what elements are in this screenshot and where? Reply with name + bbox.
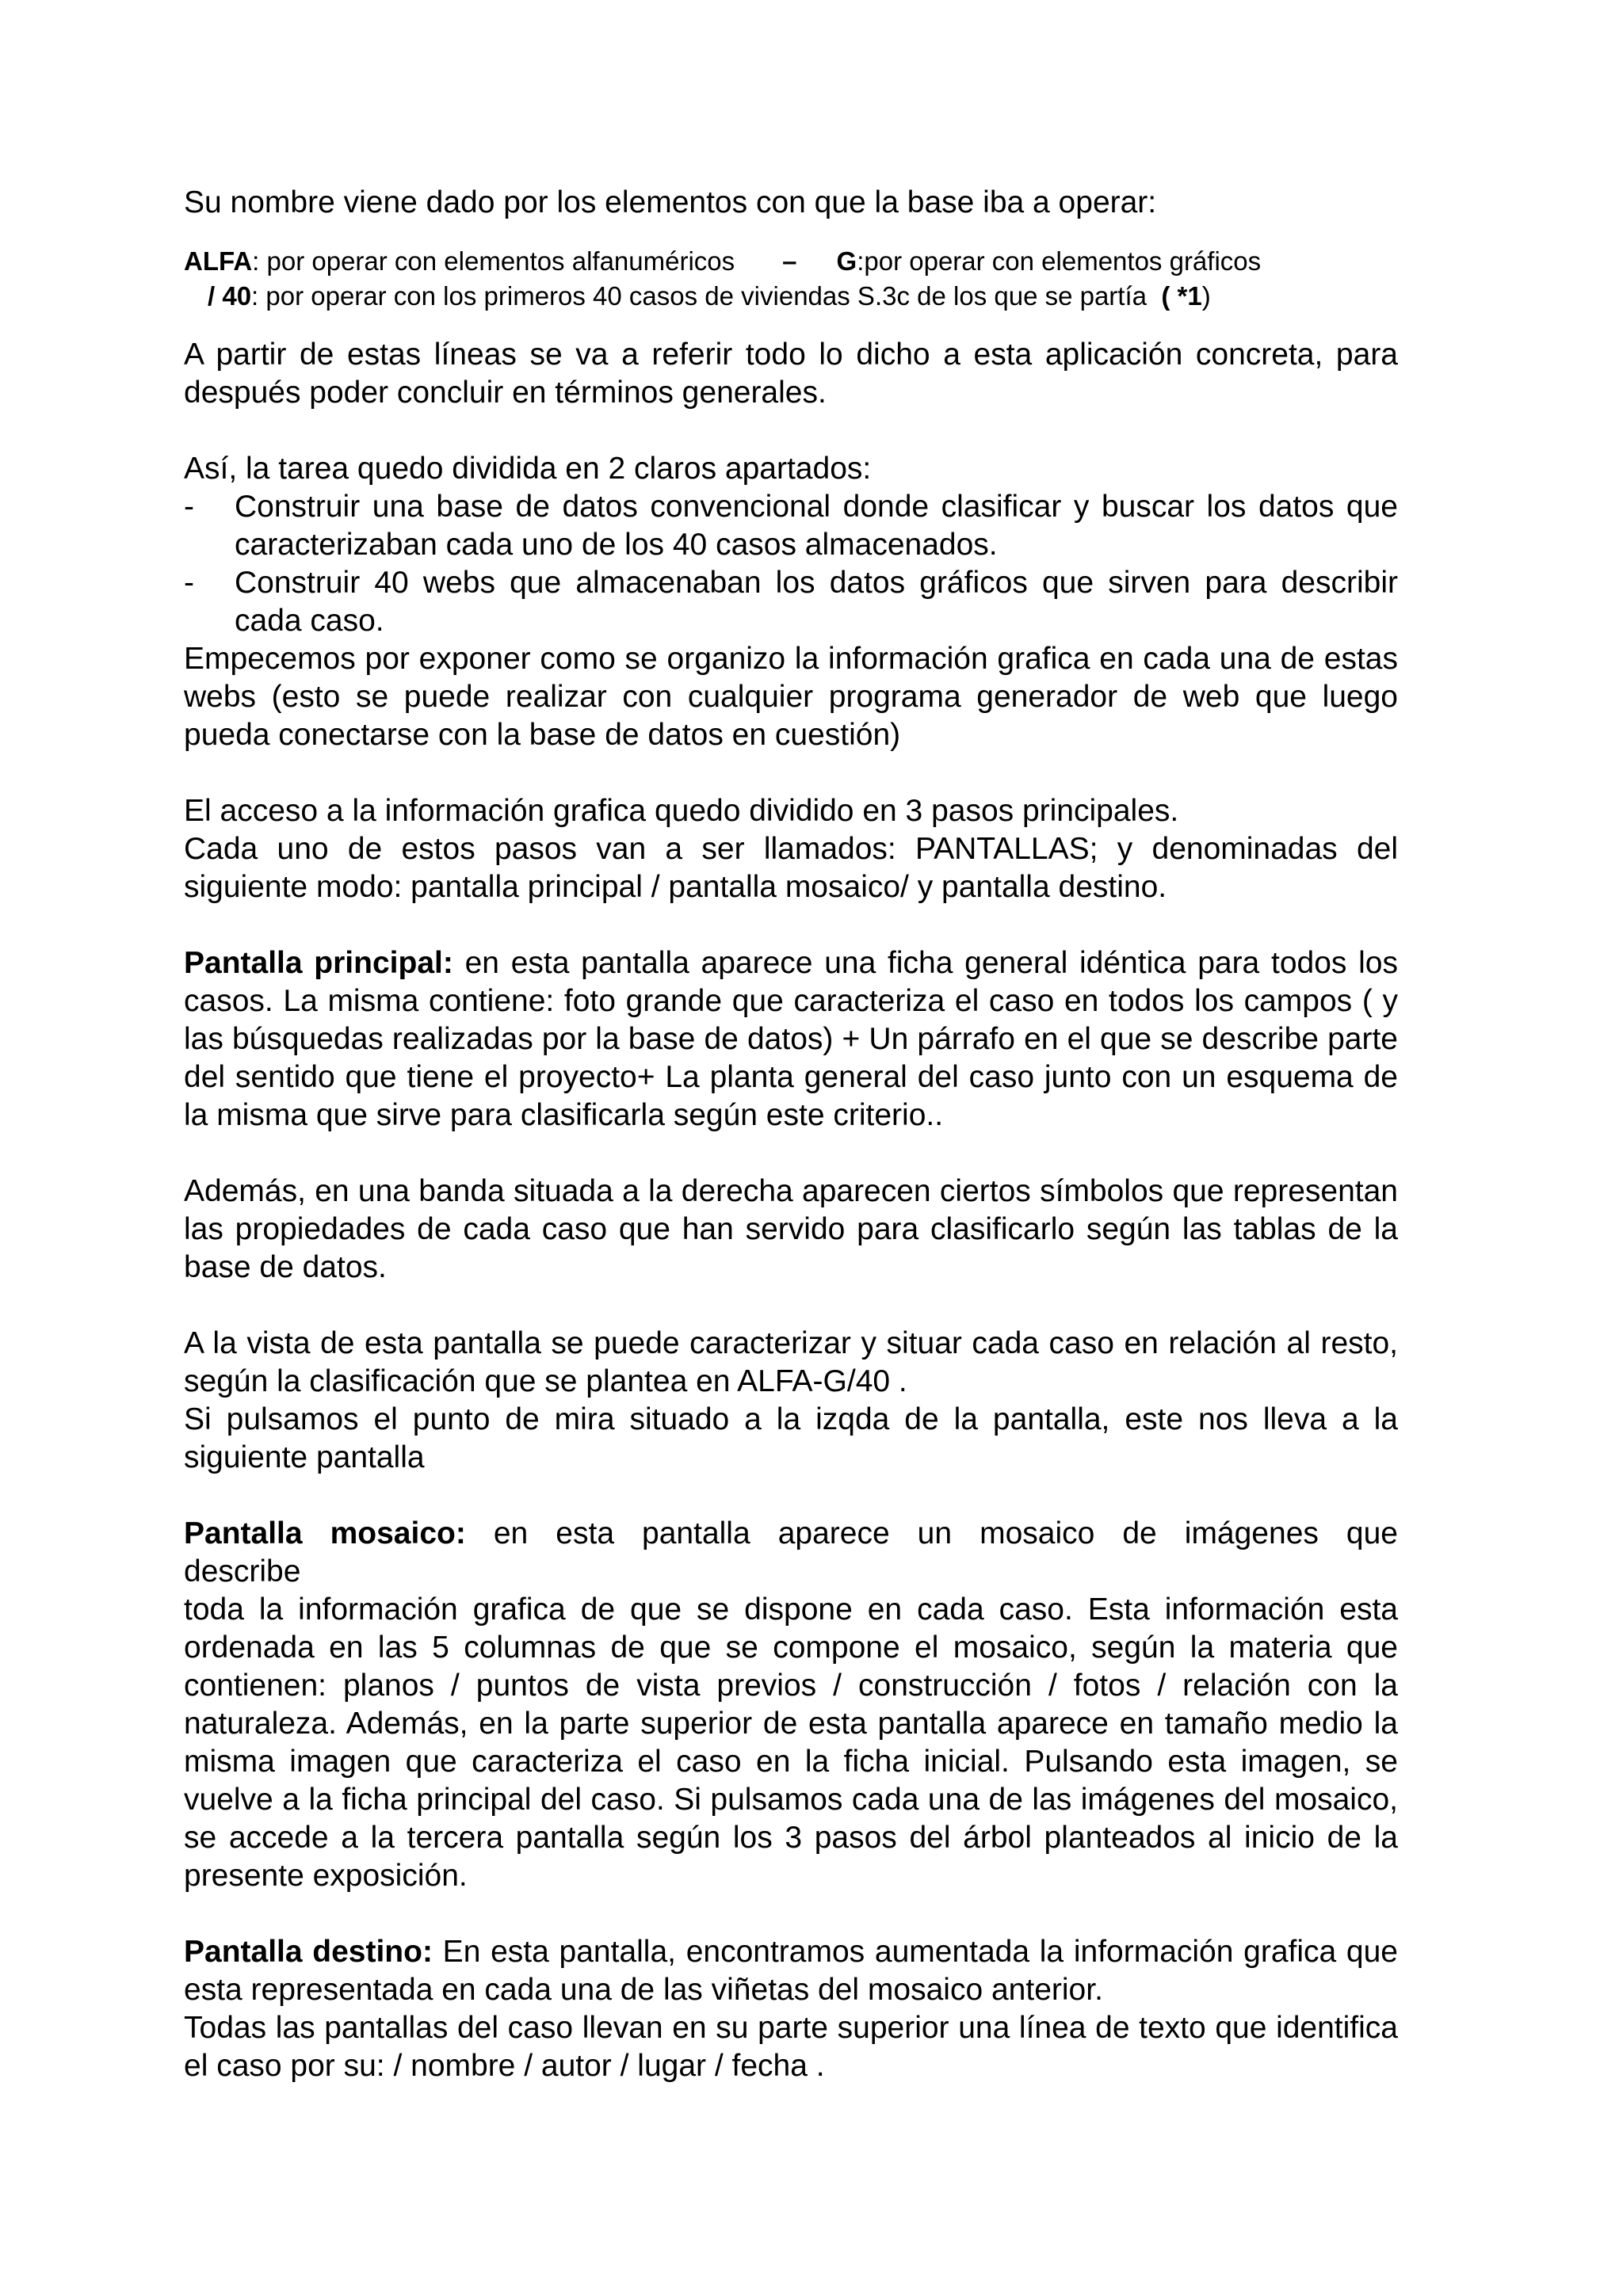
para-asi-intro: Así, la tarea quedo dividida en 2 claros apartados: — [184, 452, 872, 486]
principal-text: en esta pantalla aparece una ficha general idéntica para todos los casos. La misma contiene: foto grande que caracteriza el caso en todos los campos ( y las búsquedas realizadas por la base de datos) + Un párrafo en el que se describe parte del sentido que tiene el proyecto+ La planta general del caso junto con un esquema de la misma que sirve para clasificarla según este criterio.. — [184, 946, 1398, 1132]
para-partir: A partir de estas líneas se va a referir todo lo dicho a esta aplicación concreta, para después poder concluir en términos generales. — [184, 338, 1398, 410]
para-mosaico-line1 — [184, 1515, 1398, 1553]
para-empecemos: Empecemos por exponer como se organizo la información grafica en cada una de estas webs (esto se puede realizar con cualquier programa generador de web que luego pueda conectarse con la base de datos en cuestión) — [184, 642, 1398, 752]
definition-alfa-g — [184, 244, 1398, 279]
mosaico-text-line1: en esta pantalla aparece un mosaico de imágenes que — [465, 1516, 1398, 1550]
para-todas: Todas las pantallas del caso llevan en su parte superior una línea de texto que identifica el caso por su: / nombre / autor / lugar / fecha . — [184, 2011, 1398, 2083]
g-text: :por operar con elementos gráficos — [857, 246, 1262, 276]
para-pantalla-destino — [184, 1933, 1398, 2009]
list-dash: - — [184, 566, 194, 600]
dash-separator: – — [782, 246, 797, 276]
para-vista: A la vista de esta pantalla se puede caracterizar y situar cada caso en relación al resto, según la clasificación que se plantea en ALFA-G/40 . — [184, 1326, 1398, 1398]
n40-text: : por operar con los primeros 40 casos de viviendas S.3c de los que se partía — [251, 281, 1147, 311]
alfa-text: : por operar con elementos alfanuméricos — [252, 246, 735, 276]
n40-term: / 40 — [208, 281, 252, 311]
list-item — [184, 564, 1398, 640]
para-mosaico-line2: describe — [184, 1554, 301, 1589]
principal-term: Pantalla principal: — [184, 946, 453, 980]
para-acceso-1: El acceso a la información grafica quedo dividido en 3 pasos principales. — [184, 794, 1179, 828]
para-ademas: Además, en una banda situada a la derecha aparecen ciertos símbolos que representan las propiedades de cada caso que han servido para clasificarlo según las tablas de la base de datos. — [184, 1174, 1398, 1284]
para-acceso-2: Cada uno de estos pasos van a ser llamados: PANTALLAS; y denominadas del siguiente modo: pantalla principal / pantalla mosaico/ y pantalla destino. — [184, 832, 1398, 904]
para-mosaico-rest: toda la información grafica de que se dispone en cada caso. Esta información esta ordenada en las 5 columnas de que se compone el mosaico, según la materia que contienen: planos / puntos de vista previos / construcción / fotos / relación con la naturaleza. Además, en la parte superior de esta pantalla aparece en tamaño medio la misma imagen que caracteriza el caso en la ficha inicial. Pulsando esta imagen, se vuelve a la ficha principal del caso. Si pulsamos cada una de las imágenes del mosaico, se accede a la tercera pantalla según los 3 pasos del árbol planteados al inicio de la presente exposición. — [184, 1592, 1398, 1893]
note-open: ( — [1161, 281, 1170, 311]
intro-line: Su nombre viene dado por los elementos con que la base iba a operar: — [184, 185, 1157, 219]
para-pulsamos: Si pulsamos el punto de mira situado a la izqda de la pantalla, este nos lleva a la siguiente pantalla — [184, 1402, 1398, 1474]
list-item-text: Construir una base de datos convencional donde clasificar y buscar los datos que caracterizaban cada uno de los 40 casos almacenados. — [235, 490, 1398, 562]
list-dash: - — [184, 490, 194, 524]
para-pantalla-principal — [184, 944, 1398, 1135]
destino-term: Pantalla destino: — [184, 1935, 433, 1969]
alfa-term: ALFA — [184, 246, 253, 276]
list-item — [184, 488, 1398, 564]
g-term: G — [836, 246, 857, 276]
document-page — [184, 184, 1398, 2085]
mosaico-term: Pantalla mosaico: — [184, 1516, 466, 1550]
destino-text: En esta pantalla, encontramos aumentada la información grafica que esta representada en cada una de las viñetas del mosaico anterior. — [184, 1935, 1398, 2007]
note-close: ) — [1201, 281, 1211, 311]
footnote-ref: *1 — [1177, 281, 1202, 311]
definition-40 — [184, 279, 1398, 314]
list-item-text: Construir 40 webs que almacenaban los datos gráficos que sirven para describir cada caso. — [235, 566, 1398, 638]
